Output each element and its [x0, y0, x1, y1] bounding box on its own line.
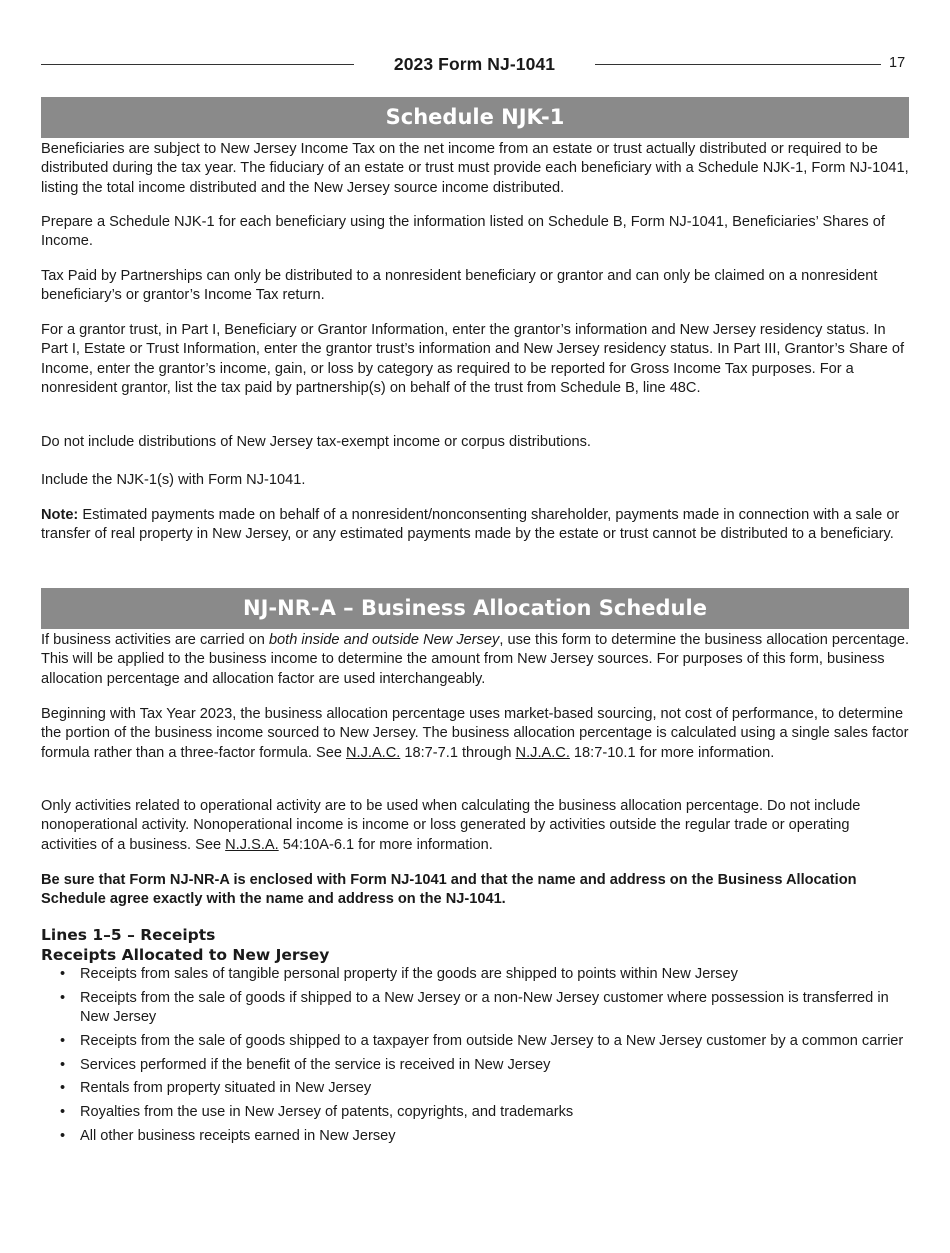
section-banner-schedule-njk1: Schedule NJK-1	[41, 97, 909, 138]
nra-p3-text-a: Only activities related to operational activity are to be used when calculating the business allocation percentage. Do not include nonoperational activity. Nonoperational income is income or loss generated by activities outside the regular trade or operating activities of a business. See	[41, 798, 861, 853]
bullet-icon: •	[60, 1032, 66, 1049]
njac-link-1[interactable]: N.J.A.C.	[346, 744, 401, 761]
njsa-link[interactable]: N.J.S.A.	[225, 836, 279, 853]
list-item	[41, 989, 909, 1028]
lines-1-5-heading: Lines 1–5 – Receipts	[41, 926, 216, 944]
list-item-text: Rentals from property situated in New Jersey	[80, 1080, 372, 1097]
njk1-paragraph-5: Do not include distributions of New Jersey tax-exempt income or corpus distributions.	[41, 434, 591, 450]
nra-p2-text-a: Beginning with Tax Year 2023, the business allocation percentage uses market-based sourcing, not cost of performance, to determine the portion of the business income sourced to New Jersey. The business allocation percentage is calculated using a single sales factor formula rather than a three-factor formula. See	[41, 706, 909, 761]
njk1-paragraph-6: Include the NJK-1(s) with Form NJ-1041.	[41, 472, 306, 488]
njk1-paragraph-1: Beneficiaries are subject to New Jersey Income Tax on the net income from an estate or trust actually distributed or required to be distributed during the tax year. The fiduciary of an estate or trust must provide each beneficiary with a Schedule NJK-1, Form NJ-1041, listing the total income distributed and the New Jersey source income distributed.	[41, 141, 909, 196]
page-number: 17	[889, 55, 906, 71]
receipts-bullet-list	[41, 965, 909, 1151]
list-item-text: Receipts from the sale of goods if shipped to a New Jersey or a non-New Jersey customer where possession is transferred in New Jersey	[80, 989, 889, 1026]
note-label: Note:	[41, 507, 79, 523]
nra-p1-text-a: If business activities are carried on	[41, 632, 269, 648]
bullet-icon: •	[60, 1104, 66, 1121]
nra-paragraph-3	[41, 797, 909, 855]
nra-paragraph-4-bold	[41, 871, 909, 910]
list-item	[41, 1103, 909, 1122]
nra-p1-text-b: , use this form to determine the business allocation percentage. This will be applied to the business income to determine the amount from New Jersey sources. For purposes of this form, business allocation percentage and allocation factor are used interchangeably.	[41, 632, 910, 687]
list-item-text: Receipts from sales of tangible personal property if the goods are shipped to points within New Jersey	[80, 966, 738, 982]
bullet-icon: •	[60, 1056, 66, 1073]
header-rule-right	[595, 64, 881, 65]
list-item-text: Services performed if the benefit of the service is received in New Jersey	[80, 1056, 551, 1073]
njk1-paragraph-4: For a grantor trust, in Part I, Beneficiary or Grantor Information, enter the grantor’s information and New Jersey residency status. In Part I, Estate or Trust Information, enter the grantor trust’s information and New Jersey residency status. In Part III, Grantor’s Share of Income, enter the grantor’s income, gain, or loss by category as required to be reported for Gross Income Tax purposes. For a nonresident grantor, list the tax paid by partnership(s) on behalf of the trust from Schedule B, line 48C.	[41, 322, 905, 396]
list-item-text: Receipts from the sale of goods shipped to a taxpayer from outside New Jersey to a New Jersey customer by a common carrier	[80, 1032, 904, 1049]
list-item	[41, 1079, 909, 1098]
form-title: 2023 Form NJ-1041	[393, 54, 556, 74]
nra-p2-text-b: 18:7-7.1 through	[400, 744, 516, 761]
list-item-text: All other business receipts earned in New Jersey	[80, 1128, 396, 1145]
list-item-text: Royalties from the use in New Jersey of patents, copyrights, and trademarks	[80, 1104, 574, 1121]
enclosure-instruction: Be sure that Form NJ-NR-A is enclosed with Form NJ-1041 and that the name and address on the Business Allocation Schedule agree exactly with the name and address on the NJ-1041.	[41, 872, 857, 908]
bullet-icon: •	[60, 1128, 66, 1145]
nra-p1-emphasis: both inside and outside New Jersey	[268, 632, 500, 648]
receipts-allocated-heading: Receipts Allocated to New Jersey	[41, 946, 330, 964]
nra-paragraph-1	[41, 631, 909, 689]
bullet-icon: •	[60, 1080, 66, 1097]
list-item	[41, 965, 909, 984]
page-header	[41, 54, 909, 78]
nra-paragraph-2	[41, 705, 909, 763]
section-banner-business-allocation: NJ-NR-A – Business Allocation Schedule	[41, 588, 909, 629]
njk1-paragraph-2: Prepare a Schedule NJK-1 for each beneficiary using the information listed on Schedule B, Form NJ-1041, Beneficiaries’ Shares of Income.	[41, 214, 885, 250]
list-item	[41, 1056, 909, 1075]
njk1-note	[41, 506, 909, 545]
list-item	[41, 1127, 909, 1146]
njk1-paragraph-3: Tax Paid by Partnerships can only be distributed to a nonresident beneficiary or grantor and can only be claimed on a nonresident beneficiary’s or grantor’s Income Tax return.	[41, 268, 878, 304]
list-item	[41, 1032, 909, 1051]
header-rule-left	[41, 64, 354, 65]
nra-p2-text-c: 18:7-10.1 for more information.	[569, 744, 775, 761]
note-text: Estimated payments made on behalf of a nonresident/nonconsenting shareholder, payments made in connection with a sale or transfer of real property in New Jersey, or any estimated payments made by the estate or trust cannot be distributed to a beneficiary.	[41, 507, 900, 543]
bullet-icon: •	[60, 966, 66, 982]
nra-p3-text-b: 54:10A-6.1 for more information.	[278, 836, 493, 853]
bullet-icon: •	[60, 989, 66, 1006]
njac-link-2[interactable]: N.J.A.C.	[515, 744, 570, 761]
